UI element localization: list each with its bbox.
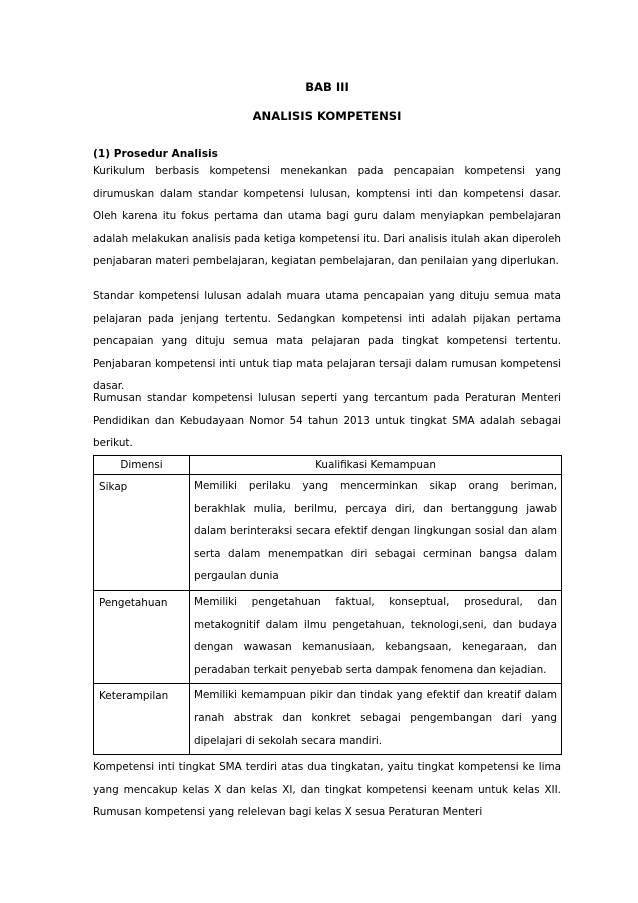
row-qualification: Memiliki kemampuan pikir dan tindak yang efektif dan kreatif dalam ranah abstrak dan konkret sebagai pengembangan dari yang dipelajari di sekolah secara mandiri.	[190, 684, 562, 755]
row-dimension: Sikap	[94, 475, 190, 591]
paragraph-rumusan: Rumusan standar kompetensi lulusan seperti yang tercantum pada Peraturan Menteri Pendidikan dan Kebudayaan Nomor 54 tahun 2013 untuk tingkat SMA adalah sebagai berikut.	[93, 392, 561, 450]
table-row	[94, 684, 562, 755]
header-kualifikasi: Kualifikasi Kemampuan	[190, 456, 562, 475]
chapter-number: BAB III	[305, 80, 349, 94]
competency-table	[93, 455, 562, 755]
paragraph-kompetensi-inti: Kompetensi inti tingkat SMA terdiri atas dua tingkatan, yaitu tingkat kompetensi ke lima yang mencakup kelas X dan kelas XI, dan tingkat kompetensi keenam untuk kelas XII. Rumusan kompetensi yang relelevan bagi kelas X sesua Peraturan Menteri	[93, 761, 561, 819]
table-row	[94, 475, 562, 591]
paragraph-intro: Kurikulum berbasis kompetensi menekankan pada pencapaian kompetensi yang dirumuskan dalam standar kompetensi lulusan, komptensi inti dan kompetensi dasar. Oleh karena itu fokus pertama dan utama bagi guru dalam menyiapkan pembelajaran adalah melakukan analisis pada ketiga kompetensi itu. Dari analisis itulah akan diperoleh penjabaran materi pembelajaran, kegiatan pembelajaran, dan penilaian yang diperlukan.	[93, 165, 561, 268]
row-dimension: Pengetahuan	[94, 590, 190, 683]
header-dimensi: Dimensi	[94, 456, 190, 475]
row-qualification: Memiliki pengetahuan faktual, konseptual, prosedural, dan metakognitif dalam ilmu pengetahuan, teknologi,seni, dan budaya dengan wawasan kemanusiaan, kebangsaan, kenegaraan, dan peradaban terkait penyebab serta dampak fenomena dan kejadian.	[190, 590, 562, 683]
row-qualification: Memiliki perilaku yang mencerminkan sikap orang beriman, berakhlak mulia, berilmu, percaya diri, dan bertanggung jawab dalam berinteraksi secara efektif dengan lingkungan sosial dan alam serta dalam menempatkan diri sebagai cerminan bangsa dalam pergaulan dunia	[190, 475, 562, 591]
paragraph-standar: Standar kompetensi lulusan adalah muara utama pencapaian yang dituju semua mata pelajaran pada jenjang tertentu. Sedangkan kompetensi inti adalah pijakan pertama pencapaian yang dituju semua mata pelajaran pada tingkat kompetensi tertentu. Penjabaran kompetensi inti untuk tiap mata pelajaran tersaji dalam rumusan kompetensi dasar.	[93, 290, 561, 393]
chapter-title: ANALISIS KOMPETENSI	[252, 109, 402, 123]
row-dimension: Keterampilan	[94, 684, 190, 755]
table-header-row	[94, 456, 562, 475]
section-heading: (1) Prosedur Analisis	[93, 148, 218, 160]
table-row	[94, 590, 562, 683]
